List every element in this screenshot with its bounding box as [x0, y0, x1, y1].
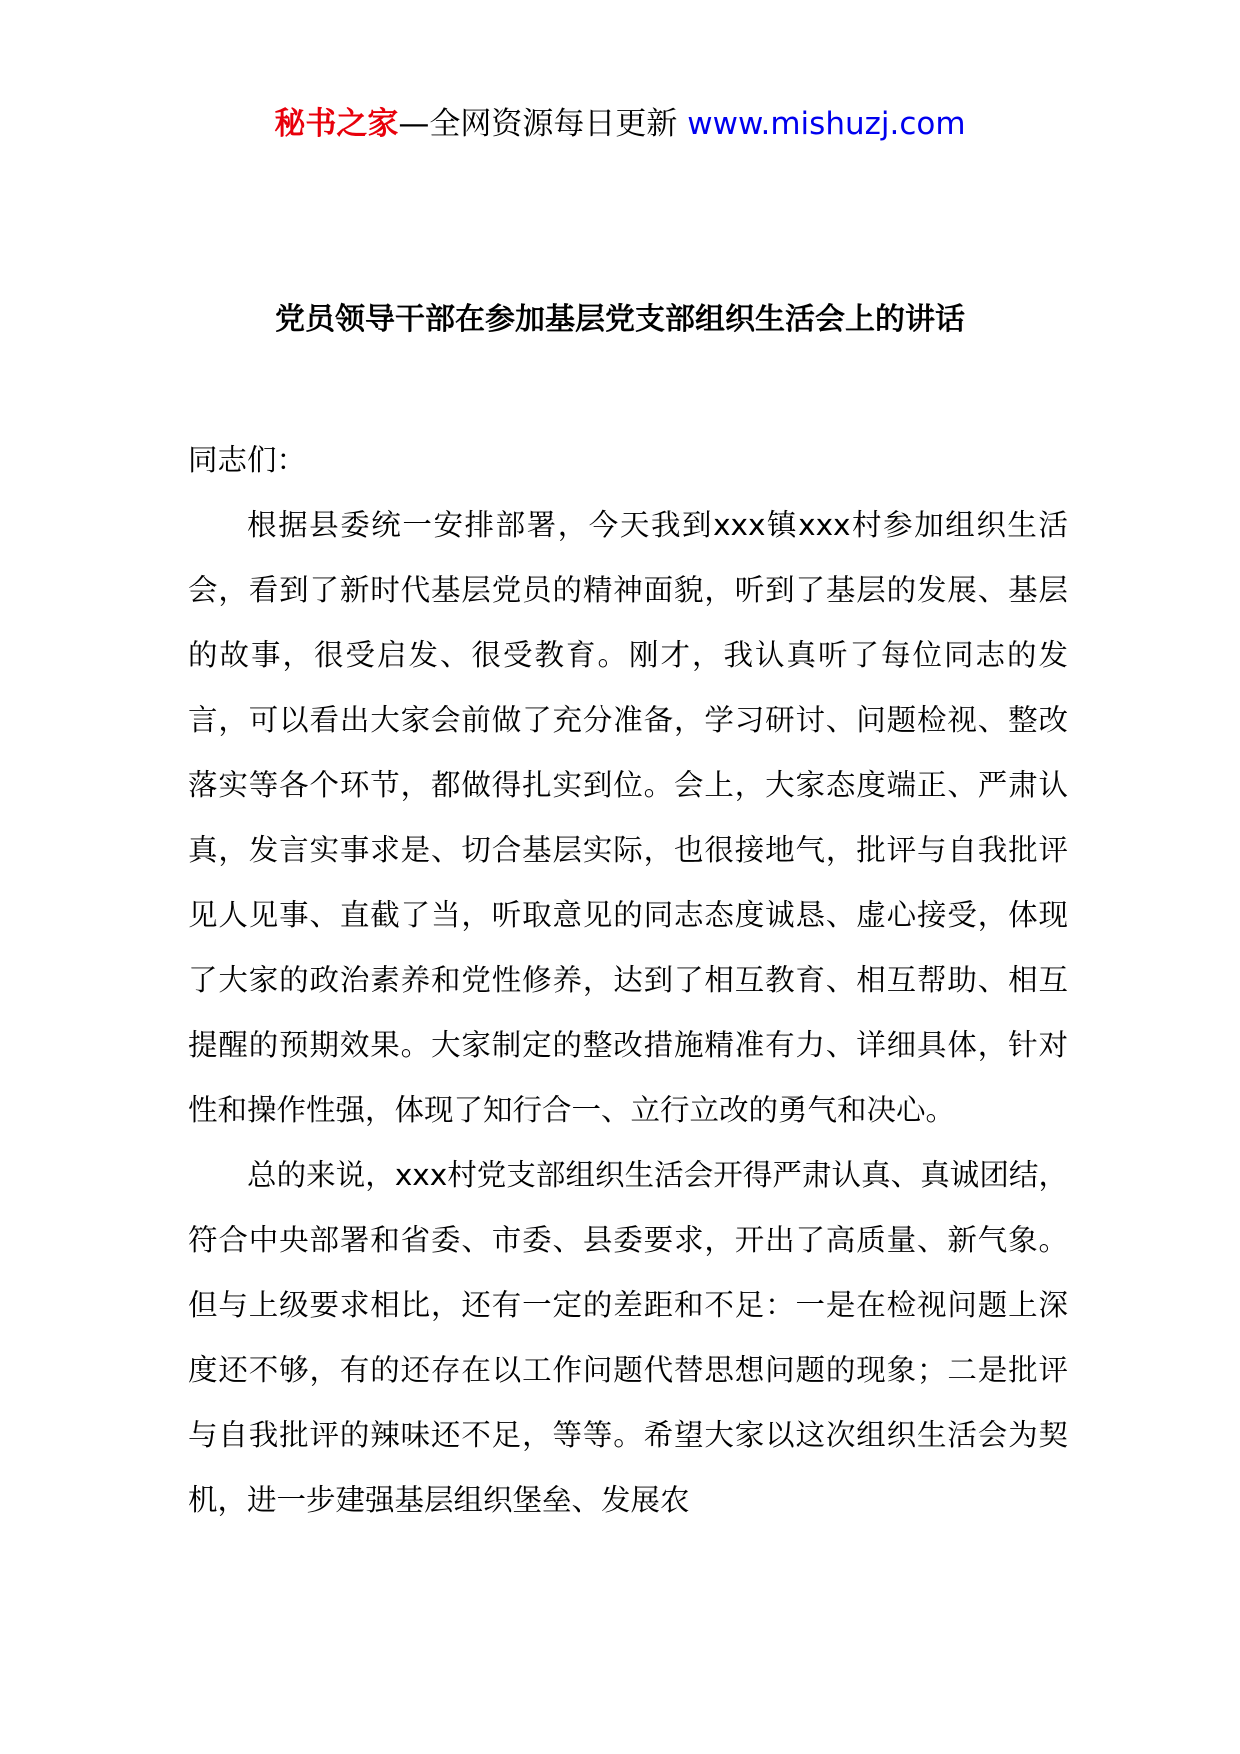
paragraph-2: 总的来说，xxx村党支部组织生活会开得严肃认真、真诚团结，符合中央部署和省委、市委、县委要求，开出了高质量、新气象。但与上级要求相比，还有一定的差距和不足：一是在检视问题上深度还不够，有的还存在以工作问题代替思想问题的现象；二是批评与自我批评的辣味还不足，等等。希望大家以这次组织生活会为契机，进一步建强基层组织堡垒、发展农	[188, 1158, 1068, 1517]
paragraph-1: 根据县委统一安排部署，今天我到xxx镇xxx村参加组织生活会，看到了新时代基层党员的精神面貌，听到了基层的发展、基层的故事，很受启发、很受教育。刚才，我认真听了每位同志的发言，可以看出大家会前做了充分准备，学习研讨、问题检视、整改落实等各个环节，都做得扎实到位。会上，大家态度端正、严肃认真，发言实事求是、切合基层实际，也很接地气，批评与自我批评见人见事、直截了当，听取意见的同志态度诚恳、虚心接受，体现了大家的政治素养和党性修养，达到了相互教育、相互帮助、相互提醒的预期效果。大家制定的整改措施精准有力、详细具体，针对性和操作性强，体现了知行合一、立行立改的勇气和决心。	[188, 508, 1068, 1127]
header-banner	[0, 100, 1240, 148]
header-tagline: —全网资源每日更新	[398, 106, 688, 142]
brand-name: 秘书之家	[274, 106, 399, 142]
salutation: 同志们：	[188, 443, 307, 477]
document-body	[188, 428, 1068, 1533]
website-link[interactable]: www.mishuzj.com	[687, 106, 966, 142]
document-title: 党员领导干部在参加基层党支部组织生活会上的讲话	[275, 302, 965, 337]
